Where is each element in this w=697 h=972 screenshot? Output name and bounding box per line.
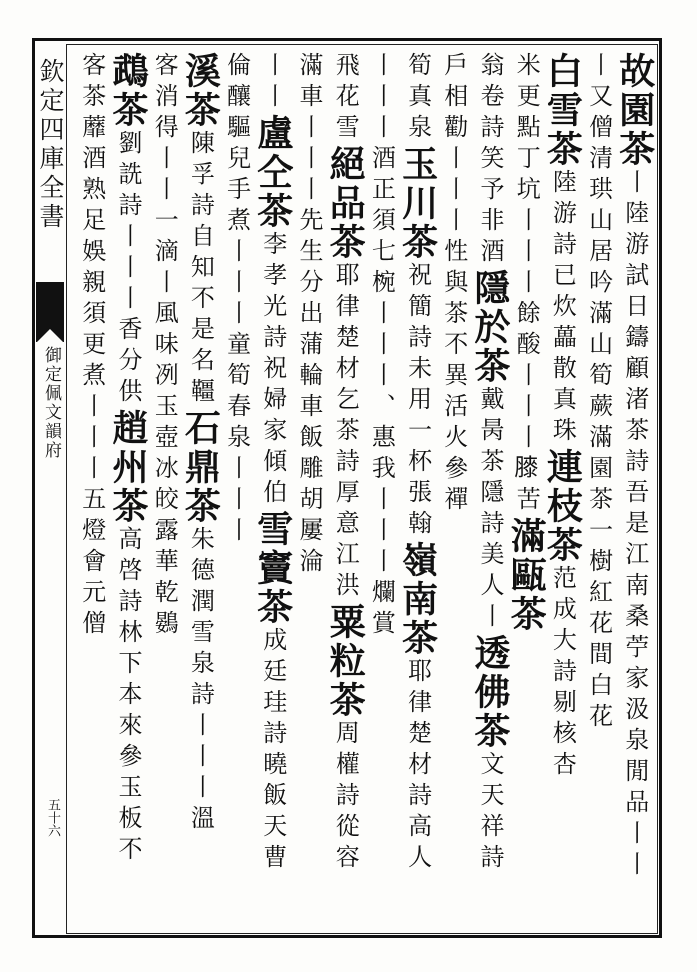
text-column: 米更點丁坑丨丨丨餘酸丨丨丨𦡀苦滿甌茶 [505,52,548,634]
text-column: 戶相勸丨丨丨性與茶不異活火參禪 [439,52,468,517]
text-column: 丨丨丨酒正須七椀丨丨丨、惠我丨丨丨爛賞 [367,52,396,641]
text-column: 故園茶丨陸游試日鑄顧渚茶詩吾是江南桑苧家汲泉閒品丨丨 [613,52,656,882]
headword: 雪竇茶 [251,510,294,627]
text-column: 鵡茶劉詵詩丨丨丨香分供趙州茶高啓詩林下本來參玉板不 [107,52,149,867]
headword: 隱於茶 [469,269,511,386]
headword: 白雪茶 [541,52,584,169]
text-column: 筍真泉玉川茶祝簡詩未用一杯張翰嶺南茶耶律楚材詩高人 [396,52,439,875]
text-column: 丨丨盧仝茶李孝光詩祝婦家傾伯雪竇茶成廷珪詩曉飯天曹 [251,52,294,875]
text-column: 翁卷詩笑予非酒隱於茶戴昺茶隱詩美人丨透佛茶文天祥詩 [469,52,511,875]
fishtail-mark [36,282,64,342]
text-column: 溪茶陳孚詩自知不是名韁石鼎茶朱德潤雪泉詩丨丨丨溫 [179,52,222,836]
headword: 透佛茶 [469,634,511,751]
book-title: 欽定四庫全書 [36,58,65,232]
text-column: 丨又僧清珙山居吟滿山筍蕨滿園茶一樹紅花間白花 [584,52,613,734]
headword: 嶺南茶 [396,541,439,658]
headword: 絕品茶 [324,145,367,262]
headword: 連枝茶 [541,448,584,565]
headword: 故園茶 [613,52,656,169]
text-column: 滿車丨丨丨先生分出蒲輪車飯雕胡屢淪 [295,52,323,579]
page-margin [36,50,64,930]
headword: 盧仝茶 [251,114,294,231]
text-column: 白雪茶陸游詩已炊藟散真珠連枝茶范成大詩剔核杏 [541,52,584,782]
headword: 溪茶 [179,52,222,130]
headword: 石鼎茶 [179,409,222,526]
folio-number: 五十六 [45,798,60,837]
headword: 趙州茶 [107,409,149,526]
headword: 玉川茶 [396,145,439,262]
headword: 鵡茶 [107,52,149,130]
headword: 粟粒茶 [324,603,367,720]
text-column: 客茶蘼酒熟足娛親須更煮丨丨丨五燈會元僧 [77,52,106,641]
headword: 滿甌茶 [505,517,548,634]
text-column: 倫釀驅兒手煮丨丨丨童筍春泉丨丨丨 [222,52,251,548]
volume-title: 御定佩文韻府 [41,346,61,460]
text-column: 客消得丨丨一滴丨風味冽玉壺冰皎露華乾鷃 [150,52,179,641]
text-column: 飛花雪絕品茶耶律楚材乞茶詩厚意江洪粟粒茶周權詩從容 [324,52,367,875]
